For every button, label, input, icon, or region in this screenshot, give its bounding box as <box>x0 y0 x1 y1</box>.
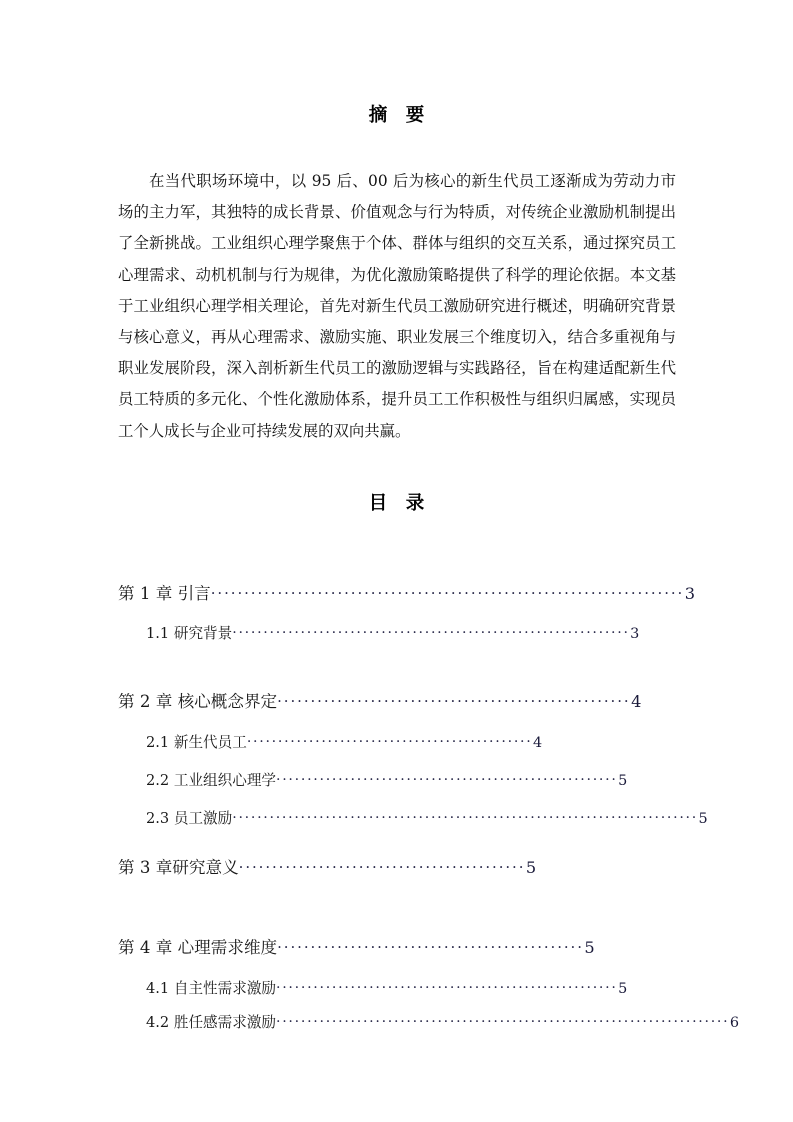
toc-dot-leader: ······················································· <box>276 772 618 788</box>
toc-entry[interactable] <box>118 937 595 959</box>
toc-entry-label: 第 4 章 心理需求维度 <box>118 938 278 957</box>
toc-dot-leader: ·············································· <box>277 938 584 956</box>
toc-entry[interactable] <box>118 857 536 879</box>
toc-entry[interactable] <box>118 691 641 713</box>
abstract-paragraph: 在当代职场环境中，以 95 后、00 后为核心的新生代员工逐渐成为劳动力市场的主力军，其独特的成长背景、价值观念与行为特质，对传统企业激励机制提出了全新挑战。工业组织心理学聚焦于个体、群体与组织的交互关系，通过探究员工心理需求、动机机制与行为规律，为优化激励策略提供了科学的理论依据。本文基于工业组织心理学相关理论，首先对新生代员工激励研究进行概述，明确研究背景与核心意义，再从心理需求、激励实施、职业发展三个维度切入，结合多重视角与职业发展阶段，深入剖析新生代员工的激励逻辑与实践路径，旨在构建适配新生代员工特质的多元化、个性化激励体系，提升员工工作积极性与组织归属感，实现员工个人成长与企业可持续发展的双向共赢。 <box>118 172 676 440</box>
toc-page-number: 5 <box>584 938 595 957</box>
toc-page-number: 3 <box>684 584 696 603</box>
toc-page-number: 4 <box>631 692 642 711</box>
toc-entry[interactable] <box>146 979 627 999</box>
toc-entry[interactable] <box>146 809 708 829</box>
toc-entry-label: 4.2 胜任感需求激励 <box>146 1014 277 1031</box>
toc-page-number: 6 <box>729 1015 739 1031</box>
toc-entry-label: 4.1 自主性需求激励 <box>146 980 277 997</box>
toc-dot-leader: ····················································· <box>277 692 631 710</box>
toc-entry[interactable] <box>118 583 695 605</box>
toc-heading: 目 录 <box>368 493 425 514</box>
toc-entry[interactable] <box>146 1013 739 1033</box>
toc-entry[interactable] <box>146 771 627 791</box>
toc-dot-leader: ······································································· <box>210 584 685 602</box>
toc-entry-label: 1.1 研究背景 <box>146 625 233 642</box>
toc-page-number: 5 <box>618 981 628 997</box>
toc-entry-label: 2.1 新生代员工 <box>146 734 247 751</box>
toc-entry-label: 第 3 章研究意义 <box>118 858 239 877</box>
toc-entry-label: 第 2 章 核心概念界定 <box>118 692 278 711</box>
toc-page-number: 5 <box>525 858 537 877</box>
toc-dot-leader: ······················································· <box>276 980 618 996</box>
toc-dot-leader: ··········································· <box>238 858 526 876</box>
toc-entry-label: 第 1 章 引言 <box>118 584 211 603</box>
toc-dot-leader: ········································································· <box>276 1014 730 1030</box>
toc-entry[interactable] <box>146 624 639 644</box>
toc-entry-label: 2.2 工业组织心理学 <box>146 772 277 789</box>
toc-entry-label: 2.3 员工激励 <box>146 810 233 827</box>
toc-page-number: 5 <box>618 773 628 789</box>
toc-entry[interactable] <box>146 733 542 753</box>
toc-dot-leader: ··········································································· <box>232 810 698 826</box>
toc-page-number: 5 <box>698 811 708 827</box>
abstract-heading: 摘 要 <box>368 105 425 126</box>
toc-page-number: 4 <box>532 735 543 751</box>
toc-dot-leader: ·············································· <box>246 734 533 750</box>
toc-dot-leader: ································································ <box>232 625 630 641</box>
toc-page-number: 3 <box>630 626 640 642</box>
